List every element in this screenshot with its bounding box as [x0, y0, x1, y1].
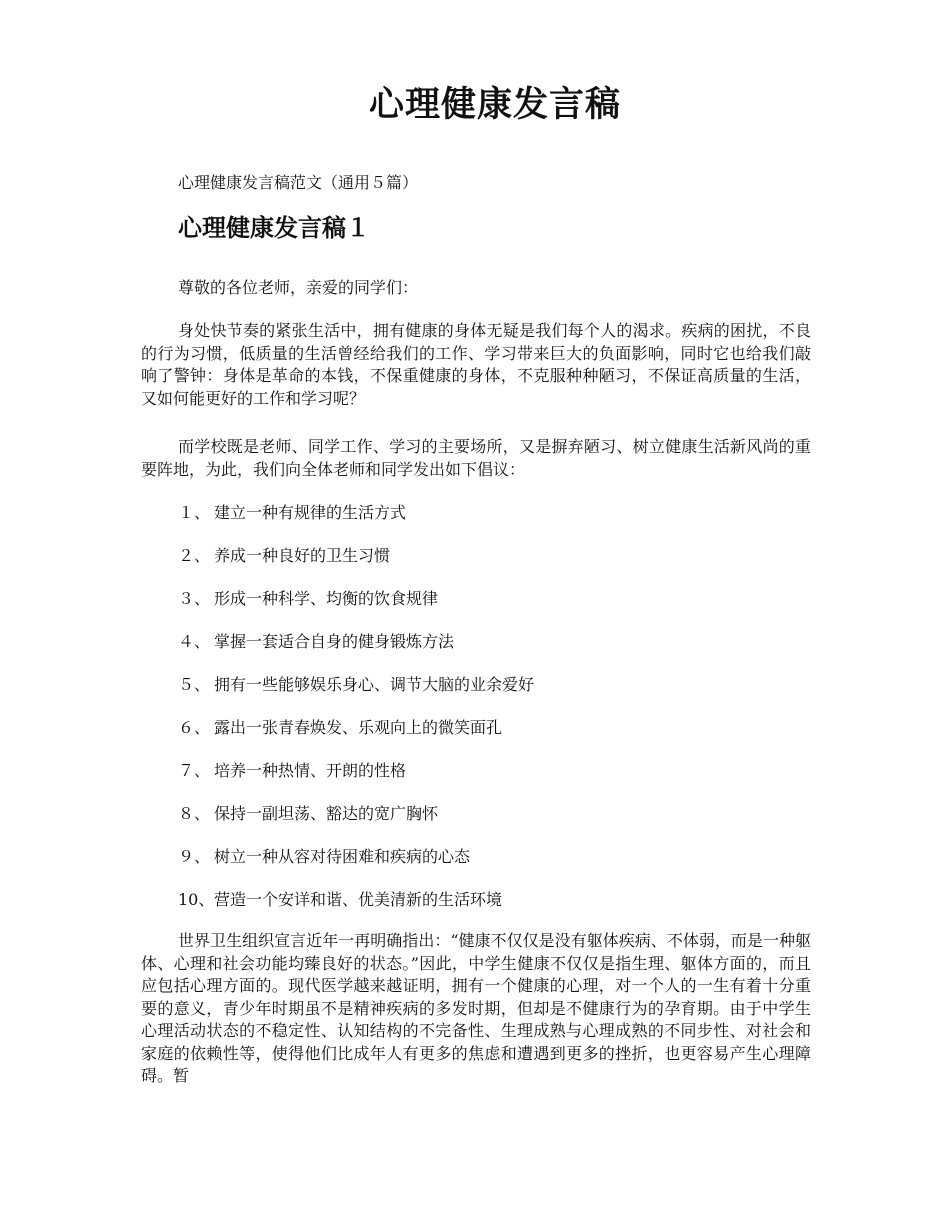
- list-item-text: 养成一种良好的卫生习惯: [214, 546, 391, 565]
- list-item-number: ３、: [178, 589, 211, 608]
- document-title: 心理健康发言稿: [368, 85, 621, 125]
- list-item: [178, 802, 534, 845]
- list-item-number: ６、: [178, 718, 211, 737]
- document-subtitle: 心理健康发言稿范文（通用５篇）: [178, 173, 419, 192]
- list-item-number: ９、: [178, 847, 211, 866]
- list-item-text: 树立一种从容对待困难和疾病的心态: [214, 847, 471, 866]
- list-item: [178, 888, 534, 931]
- list-item-text: 培养一种热情、开朗的性格: [214, 761, 407, 780]
- body-paragraph: 身处快节奏的紧张生活中，拥有健康的身体无疑是我们每个人的渴求。疾病的困扰，不良的行为习惯，低质量的生活曾经给我们的工作、学习带来巨大的负面影响，同时它也给我们敲响了警钟：身体是革命的本钱，不保重健康的身体，不克服种种陋习，不保证高质量的生活，又如何能更好的工作和学习呢？: [141, 321, 811, 408]
- list-item-number: ７、: [178, 761, 211, 780]
- list-item: [178, 587, 534, 630]
- proposal-list: [178, 501, 534, 931]
- list-item: [178, 544, 534, 587]
- greeting-line: 尊敬的各位老师，亲爱的同学们：: [178, 278, 419, 297]
- section-heading: 心理健康发言稿１: [178, 214, 370, 242]
- list-item: [178, 630, 534, 673]
- list-item-number: ４、: [178, 632, 211, 651]
- list-item-text: 保持一副坦荡、豁达的宽广胸怀: [214, 804, 439, 823]
- list-item: [178, 501, 534, 544]
- list-item-text: 掌握一套适合自身的健身锻炼方法: [214, 632, 455, 651]
- list-item-text: 形成一种科学、均衡的饮食规律: [214, 589, 439, 608]
- list-item: [178, 673, 534, 716]
- body-paragraph: 世界卫生组织宣言近年一再明确指出：“健康不仅仅是没有躯体疾病、不体弱，而是一种躯体、心理和社会功能均臻良好的状态。”因此，中学生健康不仅仅是指生理、躯体方面的，而且应包括心理方面的。现代医学越来越证明，拥有一个健康的心理，对一个人的一生有着十分重要的意义，青少年时期虽不是精神疾病的多发时期，但却是不健康行为的孕育期。由于中学生心理活动状态的不稳定性、认知结构的不完备性、生理成熟与心理成熟的不同步性、对社会和家庭的依赖性等，使得他们比成年人有更多的焦虑和遭遇到更多的挫折，也更容易产生心理障碍。暂: [141, 931, 811, 1085]
- list-item-text: 营造一个安详和谐、优美清新的生活环境: [214, 890, 503, 909]
- list-item: [178, 759, 534, 802]
- list-item-number: ５、: [178, 675, 211, 694]
- list-item-number: ２、: [178, 546, 211, 565]
- list-item-number: １、: [178, 503, 211, 522]
- list-item-number: 10、: [178, 890, 215, 909]
- list-item: [178, 845, 534, 888]
- list-item-text: 建立一种有规律的生活方式: [214, 503, 407, 522]
- list-item-text: 露出一张青春焕发、乐观向上的微笑面孔: [214, 718, 503, 737]
- list-item-text: 拥有一些能够娱乐身心、调节大脑的业余爱好: [214, 675, 535, 694]
- body-paragraph: 而学校既是老师、同学工作、学习的主要场所，又是摒弃陋习、树立健康生活新风尚的重要阵地，为此，我们向全体老师和同学发出如下倡议：: [141, 437, 811, 479]
- list-item: [178, 716, 534, 759]
- list-item-number: ８、: [178, 804, 211, 823]
